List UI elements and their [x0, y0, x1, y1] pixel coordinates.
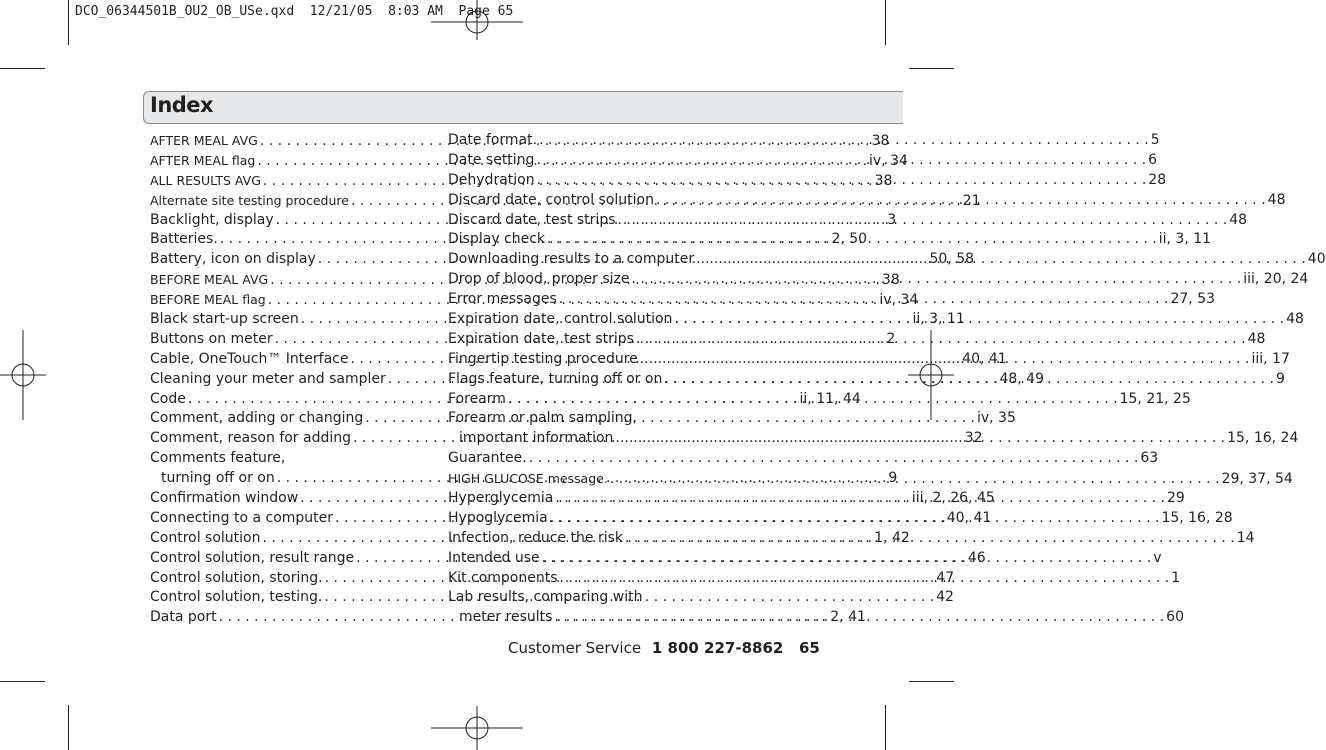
index-page-ref: iv, 35 [976, 410, 1016, 427]
index-page-ref: 42 [936, 589, 954, 606]
index-term: meter results [459, 609, 553, 626]
index-entry [448, 588, 723, 608]
index-term: Alternate site testing procedure [150, 192, 349, 208]
index-term: Backlight, display [150, 211, 274, 228]
index-term: Control solution, storing. [150, 569, 323, 586]
index-page-ref: 48 [1286, 311, 1304, 328]
index-page-ref: 48 [1229, 211, 1248, 228]
registration-mark-bottom [431, 706, 523, 750]
leader-dots [694, 250, 1308, 270]
index-term: Fingertip testing procedure [448, 350, 638, 367]
crop-mark [0, 681, 45, 682]
index-term: Confirmation window [150, 490, 299, 507]
index-term: Buttons on meter [150, 330, 273, 347]
index-page-ref: 9 [888, 470, 898, 487]
index-term: Intended use [448, 549, 540, 566]
index-term: Battery, icon on display [150, 251, 316, 268]
crop-mark [0, 68, 45, 69]
index-page-ref: 2, 50 [831, 231, 868, 248]
index-page-ref: 60 [1166, 609, 1184, 626]
print-slug: DCO_06344501B_OU2_OB_USe.qxd 12/21/05 8:03 AM Page 65 [75, 4, 514, 19]
leader-dots [613, 429, 1227, 449]
index-term: Error messages [448, 291, 557, 308]
index-term: Dehydration [448, 171, 535, 188]
index-term: important information [459, 430, 614, 447]
index-page-ref: 28 [1148, 171, 1167, 188]
crop-mark [68, 0, 69, 45]
crop-mark [885, 705, 886, 750]
index-term: turning off or on [161, 470, 275, 487]
crop-mark [909, 68, 954, 69]
index-term: Code [150, 390, 186, 407]
index-page-ref: 48, 49 [999, 370, 1044, 387]
index-page-ref: iv, 34 [879, 292, 919, 309]
index-page-ref: 32 [964, 430, 983, 447]
index-term: Cable, OneTouch™ Interface [150, 350, 349, 367]
index-term: Black start-up screen [150, 311, 299, 328]
registration-mark-top [431, 0, 523, 40]
leader-dots [548, 509, 1162, 529]
leader-dots [616, 211, 1230, 231]
index-term: BEFORE MEAL AVG [150, 272, 269, 288]
leader-dots [558, 569, 1172, 589]
index-term: Batteries. [150, 231, 218, 248]
index-term: Comment, reason for adding [150, 430, 352, 447]
leader-dots [608, 470, 1222, 490]
leader-dots [553, 489, 1167, 509]
leader-dots [638, 350, 1252, 370]
index-term: Guarantee. [448, 450, 527, 467]
index-page-ref: 15, 16, 28 [1161, 509, 1233, 526]
crop-mark [68, 705, 69, 750]
index-page-ref: iii, 2, 26, 45 [911, 490, 995, 507]
index-page-ref: 2 [886, 330, 896, 347]
index-term: Data port [150, 609, 217, 626]
index-page-ref: 38 [874, 172, 893, 189]
index-header-bar [143, 91, 903, 124]
index-page-ref: 29, 37, 54 [1221, 471, 1293, 488]
leader-dots [535, 171, 1149, 191]
index-term: Kit components [448, 569, 558, 586]
leader-dots [557, 290, 1171, 310]
leader-dots [662, 370, 1276, 390]
index-entry [448, 330, 1266, 350]
index-page-ref: iii, 20, 24 [1243, 271, 1309, 288]
index-page-ref: v [1153, 549, 1162, 566]
index-page-ref: 46 [967, 549, 986, 566]
footer-label: Customer Service [508, 639, 642, 657]
index-term: Discard date, control solution [448, 191, 654, 208]
index-entry [448, 211, 1248, 231]
index-term: ALL RESULTS AVG [150, 172, 261, 188]
index-term: Date setting [448, 151, 535, 168]
page-footer [508, 639, 820, 657]
index-page-ref: 3 [887, 211, 897, 228]
index-page-ref: 14 [1236, 529, 1255, 546]
index-term: Connecting to a computer [150, 509, 334, 526]
index-term: Control solution, testing. [150, 589, 323, 606]
index-page-ref: 1, 42 [874, 529, 910, 546]
index-term: Forearm [448, 390, 506, 407]
crop-mark [885, 0, 886, 45]
crop-mark [909, 681, 954, 682]
index-term: Date format. [448, 132, 538, 148]
leader-dots [540, 549, 1154, 569]
leader-dots [537, 131, 1151, 151]
index-page-ref: 48 [1267, 191, 1286, 208]
index-page-ref: 50, 58 [929, 251, 975, 268]
index-page-ref: 40, 41 [946, 509, 992, 526]
page-number: 65 [799, 639, 820, 657]
index-term: Hyperglycemia [448, 490, 554, 507]
index-page-ref: 40 [1307, 251, 1326, 268]
index-term: Comment, adding or changing [150, 410, 364, 427]
leader-dots [552, 608, 1166, 628]
leader-dots [506, 390, 1120, 410]
index-entry [150, 449, 425, 469]
index-page-ref: iv, 34 [869, 152, 908, 169]
index-term: AFTER MEAL AVG [150, 133, 258, 148]
index-page-ref: 40, 41 [962, 350, 1007, 367]
index-term: HIGH GLUCOSE message. [448, 471, 608, 487]
index-term: Hypoglycemia [448, 509, 548, 526]
footer-phone: 1 800 227-8862 [651, 639, 784, 657]
leader-dots [545, 230, 1159, 250]
index-term: Expiration date, control solution [448, 311, 673, 328]
index-page-ref: ii, 3, 11 [912, 311, 965, 328]
index-term: Downloading results to a computer [448, 251, 695, 268]
index-term: Drop of blood, proper size [448, 271, 630, 288]
index-entry [448, 409, 723, 429]
index-page-ref: 38 [871, 133, 890, 149]
index-page-ref: 1 [1171, 569, 1181, 586]
index-term: Control solution [150, 529, 261, 546]
index-page-ref: 6 [1148, 151, 1158, 168]
leader-dots [623, 529, 1237, 549]
index-page-ref: 15, 16, 24 [1227, 430, 1299, 447]
index-page-ref: 5 [1150, 132, 1160, 148]
leader-dots [534, 151, 1148, 171]
index-term: Discard date, test strips [448, 211, 616, 228]
index-page-ref: 29 [1167, 490, 1185, 507]
index-term: Comments feature, [150, 450, 286, 467]
index-page-ref: iii, 17 [1251, 350, 1290, 367]
index-term: Expiration date, test strips [448, 330, 634, 347]
index-page-ref: 9 [1276, 370, 1285, 387]
index-entry [448, 469, 1293, 489]
index-page-ref: 47 [936, 569, 955, 586]
page-title: Index [150, 93, 214, 117]
index-page-ref: 15, 21, 25 [1119, 390, 1191, 407]
index-page-ref: 2, 41 [830, 609, 866, 626]
leader-dots [672, 310, 1286, 330]
index-entry [448, 449, 1159, 469]
leader-dots [654, 191, 1268, 211]
index-term: Cleaning your meter and sampler [150, 370, 386, 387]
index-term: Flags feature, turning off or on [448, 370, 663, 387]
index-page-ref: 21 [962, 192, 981, 209]
registration-mark-left [0, 330, 46, 420]
index-page-ref: 27, 53 [1170, 291, 1216, 308]
leader-dots [527, 449, 1141, 469]
index-page-ref: 63 [1140, 450, 1159, 467]
index-term: AFTER MEAL flag [150, 152, 256, 168]
leader-dots [634, 330, 1248, 350]
index-term: Infection, reduce the risk [448, 529, 624, 546]
index-term: Display check [448, 231, 546, 248]
leader-dots [630, 270, 1244, 290]
index-term: Lab results, comparing with [448, 589, 643, 606]
index-page-ref: ii, 3, 11 [1158, 231, 1212, 248]
index-page-ref: 38 [881, 272, 900, 289]
index-term: Control solution, result range [150, 549, 355, 566]
index-page-ref: 48 [1247, 330, 1266, 347]
index-term: Forearm or palm sampling, [448, 410, 637, 427]
index-term: BEFORE MEAL flag [150, 292, 266, 308]
index-page-ref: ii, 11, 44 [799, 390, 861, 407]
